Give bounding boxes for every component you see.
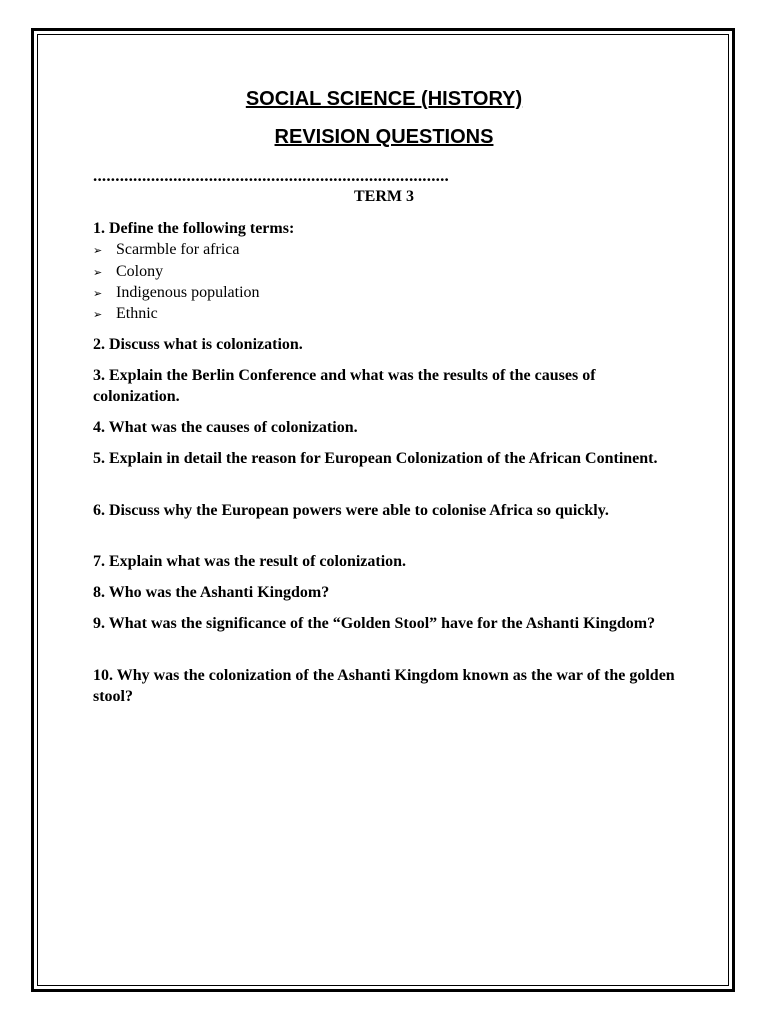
question-6: 6. Discuss why the European powers were able to colonise Africa so quickly. [93, 502, 609, 519]
question-3: 3. Explain the Berlin Conference and what was the results of the causes of colonization. [93, 367, 596, 405]
term-text: Colony [116, 263, 164, 280]
arrow-bullet-icon: ➢ [93, 245, 103, 257]
question-1: 1. Define the following terms: [93, 220, 295, 237]
question-4: 4. What was the causes of colonization. [93, 419, 358, 436]
term-heading: TERM 3 [354, 188, 414, 205]
term-text: Scarmble for africa [116, 241, 240, 258]
term-item-indigenous [93, 282, 260, 305]
question-5: 5. Explain in detail the reason for European Colonization of the African Continent. [93, 450, 658, 467]
term-item-scramble [93, 239, 239, 262]
term-item-ethnic [93, 303, 158, 326]
question-2: 2. Discuss what is colonization. [93, 336, 303, 353]
question-7: 7. Explain what was the result of colonization. [93, 553, 407, 570]
document-subtitle: REVISION QUESTIONS [274, 126, 494, 148]
term-text: Indigenous population [116, 284, 260, 301]
arrow-bullet-icon: ➢ [93, 288, 103, 300]
document-title: SOCIAL SCIENCE (HISTORY) [245, 88, 523, 110]
question-10: 10. Why was the colonization of the Ashanti Kingdom known as the war of the golden stool? [93, 667, 675, 705]
arrow-bullet-icon: ➢ [93, 267, 103, 279]
term-text: Ethnic [116, 305, 158, 322]
question-8: 8. Who was the Ashanti Kingdom? [93, 584, 330, 601]
term-item-colony [93, 261, 163, 284]
question-9: 9. What was the significance of the “Golden Stool” have for the Ashanti Kingdom? [93, 615, 656, 632]
dotted-divider: ................................................................................ [93, 170, 449, 182]
arrow-bullet-icon: ➢ [93, 309, 103, 321]
